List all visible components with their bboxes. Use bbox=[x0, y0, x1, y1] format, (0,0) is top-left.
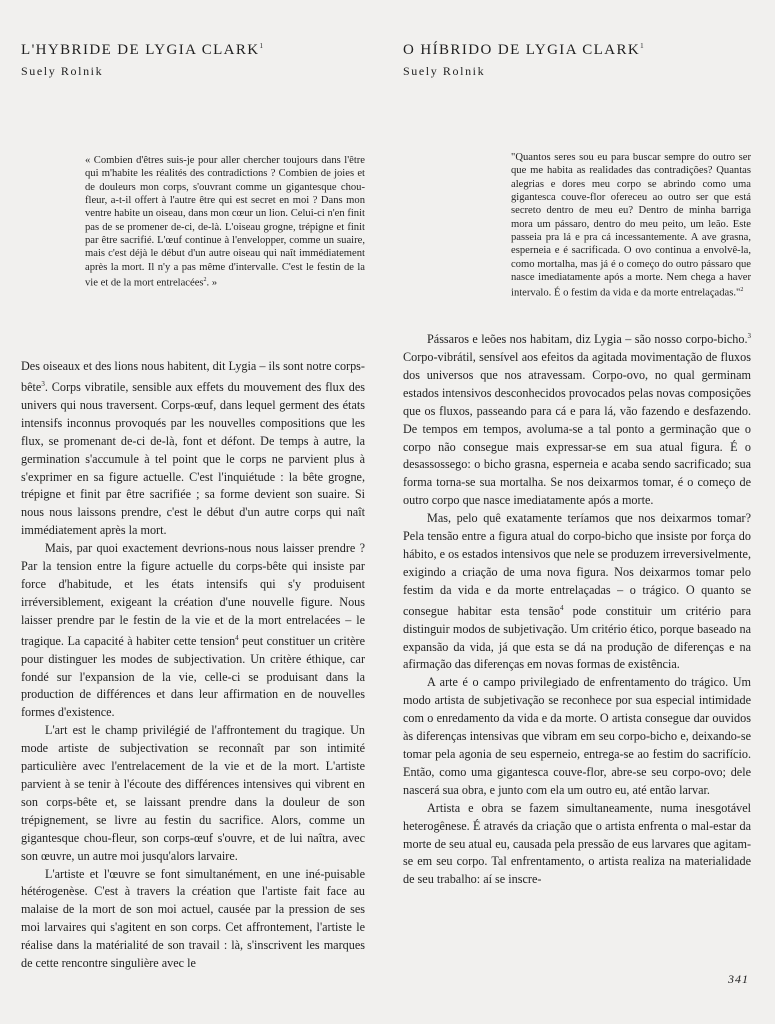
french-paragraph-2: Mais, par quoi exactement devrions-nous nous laisser prendre ? Par la tension entre la figure actuelle du corps-bête qui insiste par force d'habitude, et les états intensifs qui s'y produisent irréversiblement, exigeant la création d'une nouvelle figure. Nous laisser prendre par le festin de la vie et de la mort entrelacées – le tragique. La capacité à habiter cette tension$^4$ peut constituer un critère pour distinguer les modes de subjectivation. Un critère éthique, car fondé sur l'expansion de la vie, celle-ci se produisant dans la production de différences et dans leur affirmation en de nouvelles formes d'existence. bbox=[21, 541, 365, 720]
portuguese-footnote-ref-3: 3 bbox=[747, 332, 751, 340]
portuguese-epigraph-footnote-ref: 2 bbox=[740, 287, 744, 294]
french-title: L'HYBRIDE DE LYGIA CLARK$^1$ bbox=[21, 42, 264, 58]
portuguese-paragraph-4: Artista e obra se fazem simultaneamente, numa inesgotável heterogênese. É através da criação que o artista enfrenta o mal-estar da morte de seu atual eu, causada pela pressão de eus larvares que agitam-se em seu corpo. Tal enfrentamento, o artista realiza na materialidade de seu trabalho: aí se inscre- bbox=[403, 800, 751, 887]
french-paragraph-1: Des oiseaux et des lions nous habitent, dit Lygia – ils sont notre corps-bête$^3$. Corps vibratile, sensible aux effets du mouvement des flux des univers qui nous traversent. Corps-œuf, dans lequel germent des états intensifs inconnus provoqués par les nouvelles compositions que les flux, se promenant de-ci de-là, font et défont. De temps à autre, la germination s'accumule à tel point que le corps ne parvient plus à s'exprimer en sa figure actuelle. C'est l'inquiétude : la bête grogne, trépigne et finit par être sacrifiée ; sa forme devient son suaire. Si nous nous laissons prendre, c'est le début d'un autre corps qui naît immédiatement après la mort. bbox=[21, 359, 365, 538]
french-body bbox=[21, 358, 365, 973]
portuguese-footnote-ref-4: 4 bbox=[559, 603, 564, 612]
french-column bbox=[21, 36, 365, 971]
portuguese-body bbox=[403, 328, 751, 889]
portuguese-title-footnote-ref: 1 bbox=[640, 42, 644, 50]
portuguese-column bbox=[403, 36, 751, 887]
french-title-footnote-ref: 1 bbox=[259, 42, 264, 50]
page-number: 341 bbox=[728, 972, 749, 986]
portuguese-paragraph-3: A arte é o campo privilegiado de enfrentamento do trágico. Um modo artista de subjetivação se reconhece por sua especial intimidade com o enredamento da vida e da morte. O artista consegue dar ouvidos às diferenças intensivas que vibram em seu corpo-bicho e, deixando-se tomar pela agonia de seu esperneio, entrega-se ao festim do sacrifício. Então, como uma gigantesca couve-flor, abre-se seu corpo-ovo; dele nascerá sua obra, e junto com ela um outro eu, até então larvar. bbox=[403, 675, 751, 797]
portuguese-epigraph: "Quantos seres sou eu para buscar sempre do outro ser que me habita as realidades das contradições? Quantas alegrias e dores meu corpo se abrindo como uma gigantesca couve-flor ofereceu ao outro ser que está secreto dentro de meu eu? Dentro de minha barriga mora um pássaro, dentro do meu peito, um leão. Este passeia pra lá e pra cá incessantemente. A ave grasna, esperneia e é sacrificada. O ovo continua a envolvê-la, como mortalha, mas já é o começo do outro pássaro que nasce imediatamente após a morte. Nem chega a haver intervalo. É o festim da vida e da morte entrelaçadas."$^2$ bbox=[511, 152, 751, 299]
french-footnote-ref-3: 3 bbox=[41, 379, 45, 388]
portuguese-paragraph-1: Pássaros e leões nos habitam, diz Lygia – são nosso corpo-bicho.$^3$ Corpo-vibrátil, sensível aos efeitos da agitada movimentação de fluxos dos universos que nos atravessam. Corpo-ovo, no qual germinam estados intensivos desconhecidos provocados pelas novas composições que os fluxos, passeando para cá e para lá, vão fazendo e desfazendo. De tempos em tempos, avoluma-se a tal ponto a germinação que o corpo não consegue mais expressar-se em sua atual figura. É o desassossego: o bicho grasna, esperneia e acaba sendo sacrificado; sua forma torna-se sua mortalha. Se nos deixarmos tomar, é o começo de outro corpo que nasce imediatamente após a morte. bbox=[403, 332, 751, 508]
french-epigraph-footnote-ref: 2 bbox=[203, 277, 207, 284]
french-paragraph-4: L'artiste et l'œuvre se font simultanément, en une iné-puisable hétérogenèse. C'est à travers la création que l'artiste fait face au malaise de la mort de son moi actuel, causée par la pression de ses moi larvaires qui s'agitent en son corps. Cet affrontement, l'artiste le réalise dans la matérialité de son travail : là, s'inscrivent les marques de cette rencontre singulière avec le bbox=[21, 866, 365, 971]
portuguese-title: O HÍBRIDO DE LYGIA CLARK$^1$ bbox=[403, 42, 644, 58]
french-footnote-ref-4: 4 bbox=[235, 633, 239, 642]
french-epigraph: « Combien d'êtres suis-je pour aller chercher toujours dans l'être qui m'habite les réalités des contradictions ? Combien de joies et de douleurs mon corps, s'ouvrant comme un gigantesque chou-fleur, a-t-il offert à l'autre être qui est secret en moi ? Dans mon ventre habite un oiseau, dans mon cœur un lion. Celui-ci n'en finit pas de se promener de-ci, de-là. L'oiseau grogne, trépigne et finit par être sacrifié. L'œuf continue à l'envelopper, comme un suaire, mais c'est déjà le début d'un autre oiseau qui naît immédiatement après la mort. Il n'y a pas même d'intervalle. C'est le festin de la vie et de la mort entrelacées$^2$. » bbox=[85, 155, 365, 289]
portuguese-author: Suely Rolnik bbox=[403, 64, 486, 78]
french-paragraph-3: L'art est le champ privilégié de l'affrontement du tragique. Un mode artiste de subjectivation se reconnaît par son intimité particulière avec l'entrelacement de la vie et de la mort. L'artiste parvient à se tenir à l'écoute des différences intensives qui vibrent en son corps-bête et, se laissant prendre dans la douleur de son trépignement, se livre au festin du sacrifice. Alors, comme un gigantesque chou-fleur, son corps-œuf s'ouvre, et de lui naîtra, avec son œuvre, un autre moi jusqu'alors larvaire. bbox=[21, 723, 365, 863]
french-author: Suely Rolnik bbox=[21, 64, 104, 78]
portuguese-paragraph-2: Mas, pelo quê exatamente teríamos que nos deixarmos tomar? Pela tensão entre a figura atual do corpo-bicho que insiste por força do hábito, e os estados intensivos que nele se produzem irreversivelmente, exigindo a criação de uma nova figura. Nos deixarmos tomar pelo festim da vida e da morte entrelaçadas – o trágico. O quanto se consegue habitar esta tensão$^4$ pode constituir um critério para distinguir modos de subjetivação. Um critério ético, porque baseado na expansão da vida, já que esta se dá na produção de diferenças e na afirmação das diferenças em novas formas de existência. bbox=[403, 511, 751, 672]
